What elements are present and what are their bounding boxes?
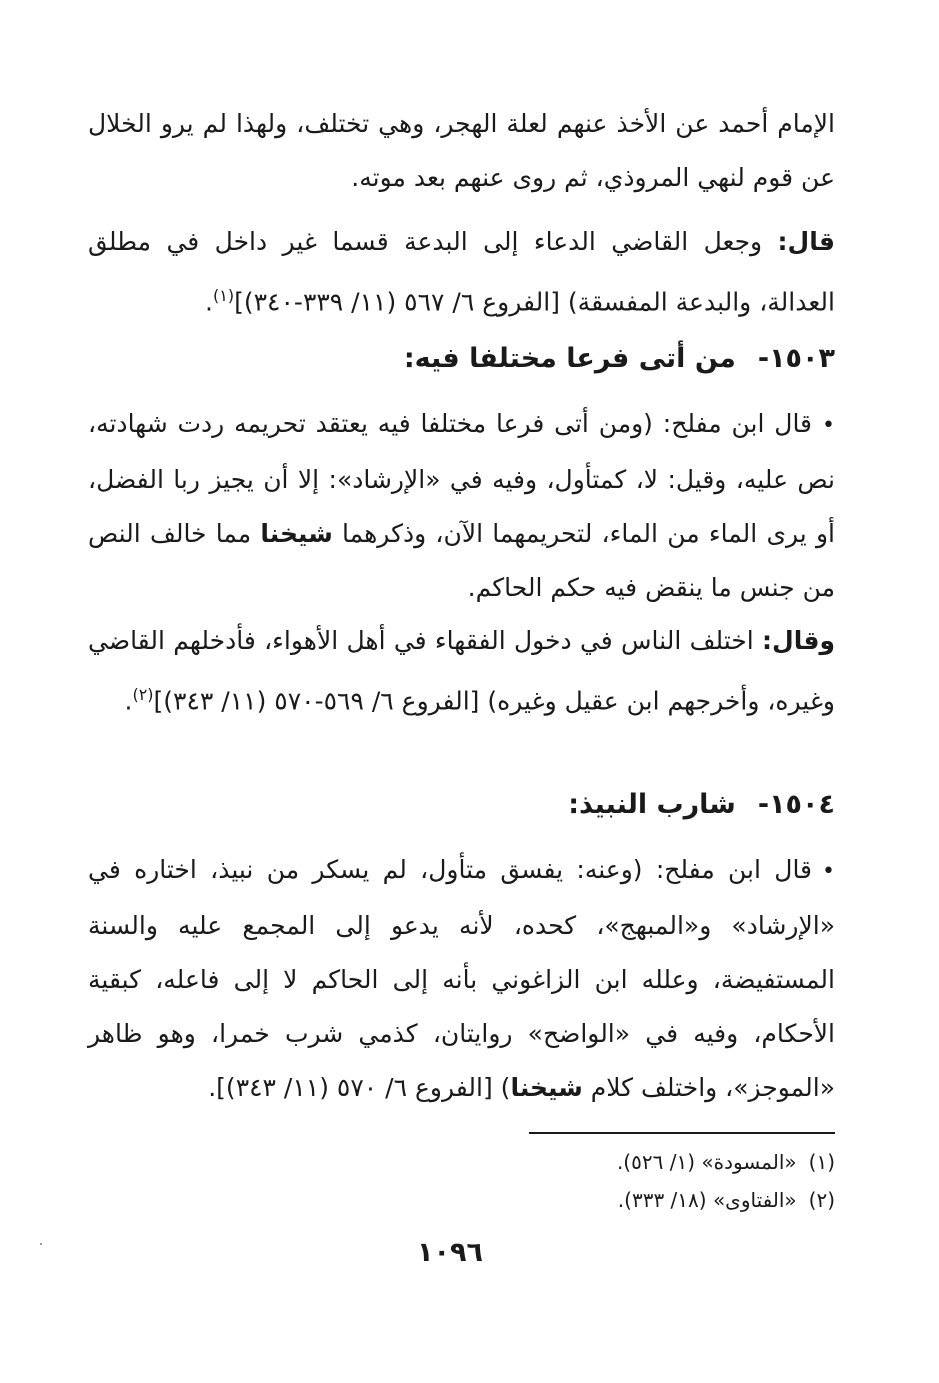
paragraph-text: وجعل القاضي الدعاء إلى البدعة قسما غير داخل في مطلق العدالة، والبدعة المفسقة) [الفروع ٦/ ٥٦٧ (١١/ ٣٣٩-٣٤٠)]	[88, 227, 835, 317]
footnote-ref-1[interactable]: (١)	[213, 286, 235, 305]
paragraph-text: اختلف الناس في دخول الفقهاء في أهل الأهواء، فأدخلهم القاضي وغيره، وأخرجهم ابن عقيل وغيره) [الفروع ٦/ ٥٦٩-٥٧٠ (١١/ ٣٤٣)]	[88, 626, 835, 716]
paragraph-text: قال ابن مفلح: (ومن أتى فرعا مختلفا فيه يعتقد تحريمه ردت شهادته، نص عليه، وقيل: لا، كمتأول، وفيه في «الإرشاد»: إلا أن يجيز ربا الفضل، أو يرى الماء من الماء، لتحريمهما الآن، وذكرهما	[88, 409, 835, 548]
section-title: من أتى فرعا مختلفا فيه:	[403, 343, 736, 374]
period: .	[124, 686, 133, 716]
section-heading-1503	[404, 339, 835, 379]
footnote-text: «الفتاوى» (١٨/ ٣٣٣).	[617, 1188, 797, 1212]
paragraph-text: قال ابن مفلح: (وعنه: يفسق متأول، لم يسكر من نبيذ، اختاره في «الإرشاد» و«المبهج»، كحده، لأنه يدعو إلى المجمع عليه والسنة المستفيضة، وعلله ابن الزاغوني بأنه إلى الحاكم لا إلى فاعله، كبقية الأحكام، وفيه في «الواضح» روايتان، كذمي شرب خمرا، وهو ظاهر «الموجز»، واختلف كلام	[88, 855, 835, 1102]
section-title: شارب النبيذ:	[568, 789, 736, 820]
footnote-divider	[529, 1132, 835, 1134]
qala-label: قال:	[777, 227, 835, 256]
shaykhuna-bold: شيخنا	[510, 1073, 583, 1102]
paragraph-qala-2	[88, 614, 835, 728]
paragraph-text: الإمام أحمد عن الأخذ عنهم لعلة الهجر، وهي تختلف، ولهذا لم يرو الخلال عن قوم لنهي المروذي، ثم روى عنهم بعد موته.	[88, 109, 835, 192]
bullet-icon: •	[822, 859, 835, 884]
period: .	[205, 287, 213, 317]
paragraph-continuation	[88, 97, 835, 205]
footnotes	[335, 1143, 835, 1219]
footnote-ref-2[interactable]: (٢)	[132, 685, 154, 704]
paragraph-text: ) [الفروع ٦/ ٥٧٠ (١١/ ٣٤٣)].	[208, 1073, 511, 1102]
section-number: ١٥٠٣-	[757, 343, 835, 374]
section-number: ١٥٠٤-	[757, 789, 835, 820]
section-heading-1504	[568, 785, 835, 825]
footnote-text: «المسودة» (١/ ٥٢٦).	[616, 1150, 797, 1174]
shaykhuna-bold: شيخنا	[260, 519, 333, 548]
paragraph-ibn-muflih-1	[88, 397, 835, 615]
footnote-number: (٢)	[808, 1188, 835, 1212]
paragraph-qala-1	[88, 215, 835, 329]
qala-label: وقال:	[762, 626, 835, 655]
paragraph-ibn-muflih-2	[88, 843, 835, 1115]
footnote-1	[335, 1143, 835, 1181]
footnote-number: (١)	[808, 1150, 835, 1174]
bullet-icon: •	[822, 413, 835, 438]
scan-speck	[40, 1243, 42, 1245]
page-number: ١٠٩٦	[417, 1237, 483, 1268]
paragraph-text: مما خالف النص من جنس ما ينقض فيه حكم الحاكم.	[88, 519, 835, 602]
footnote-2	[335, 1181, 835, 1219]
